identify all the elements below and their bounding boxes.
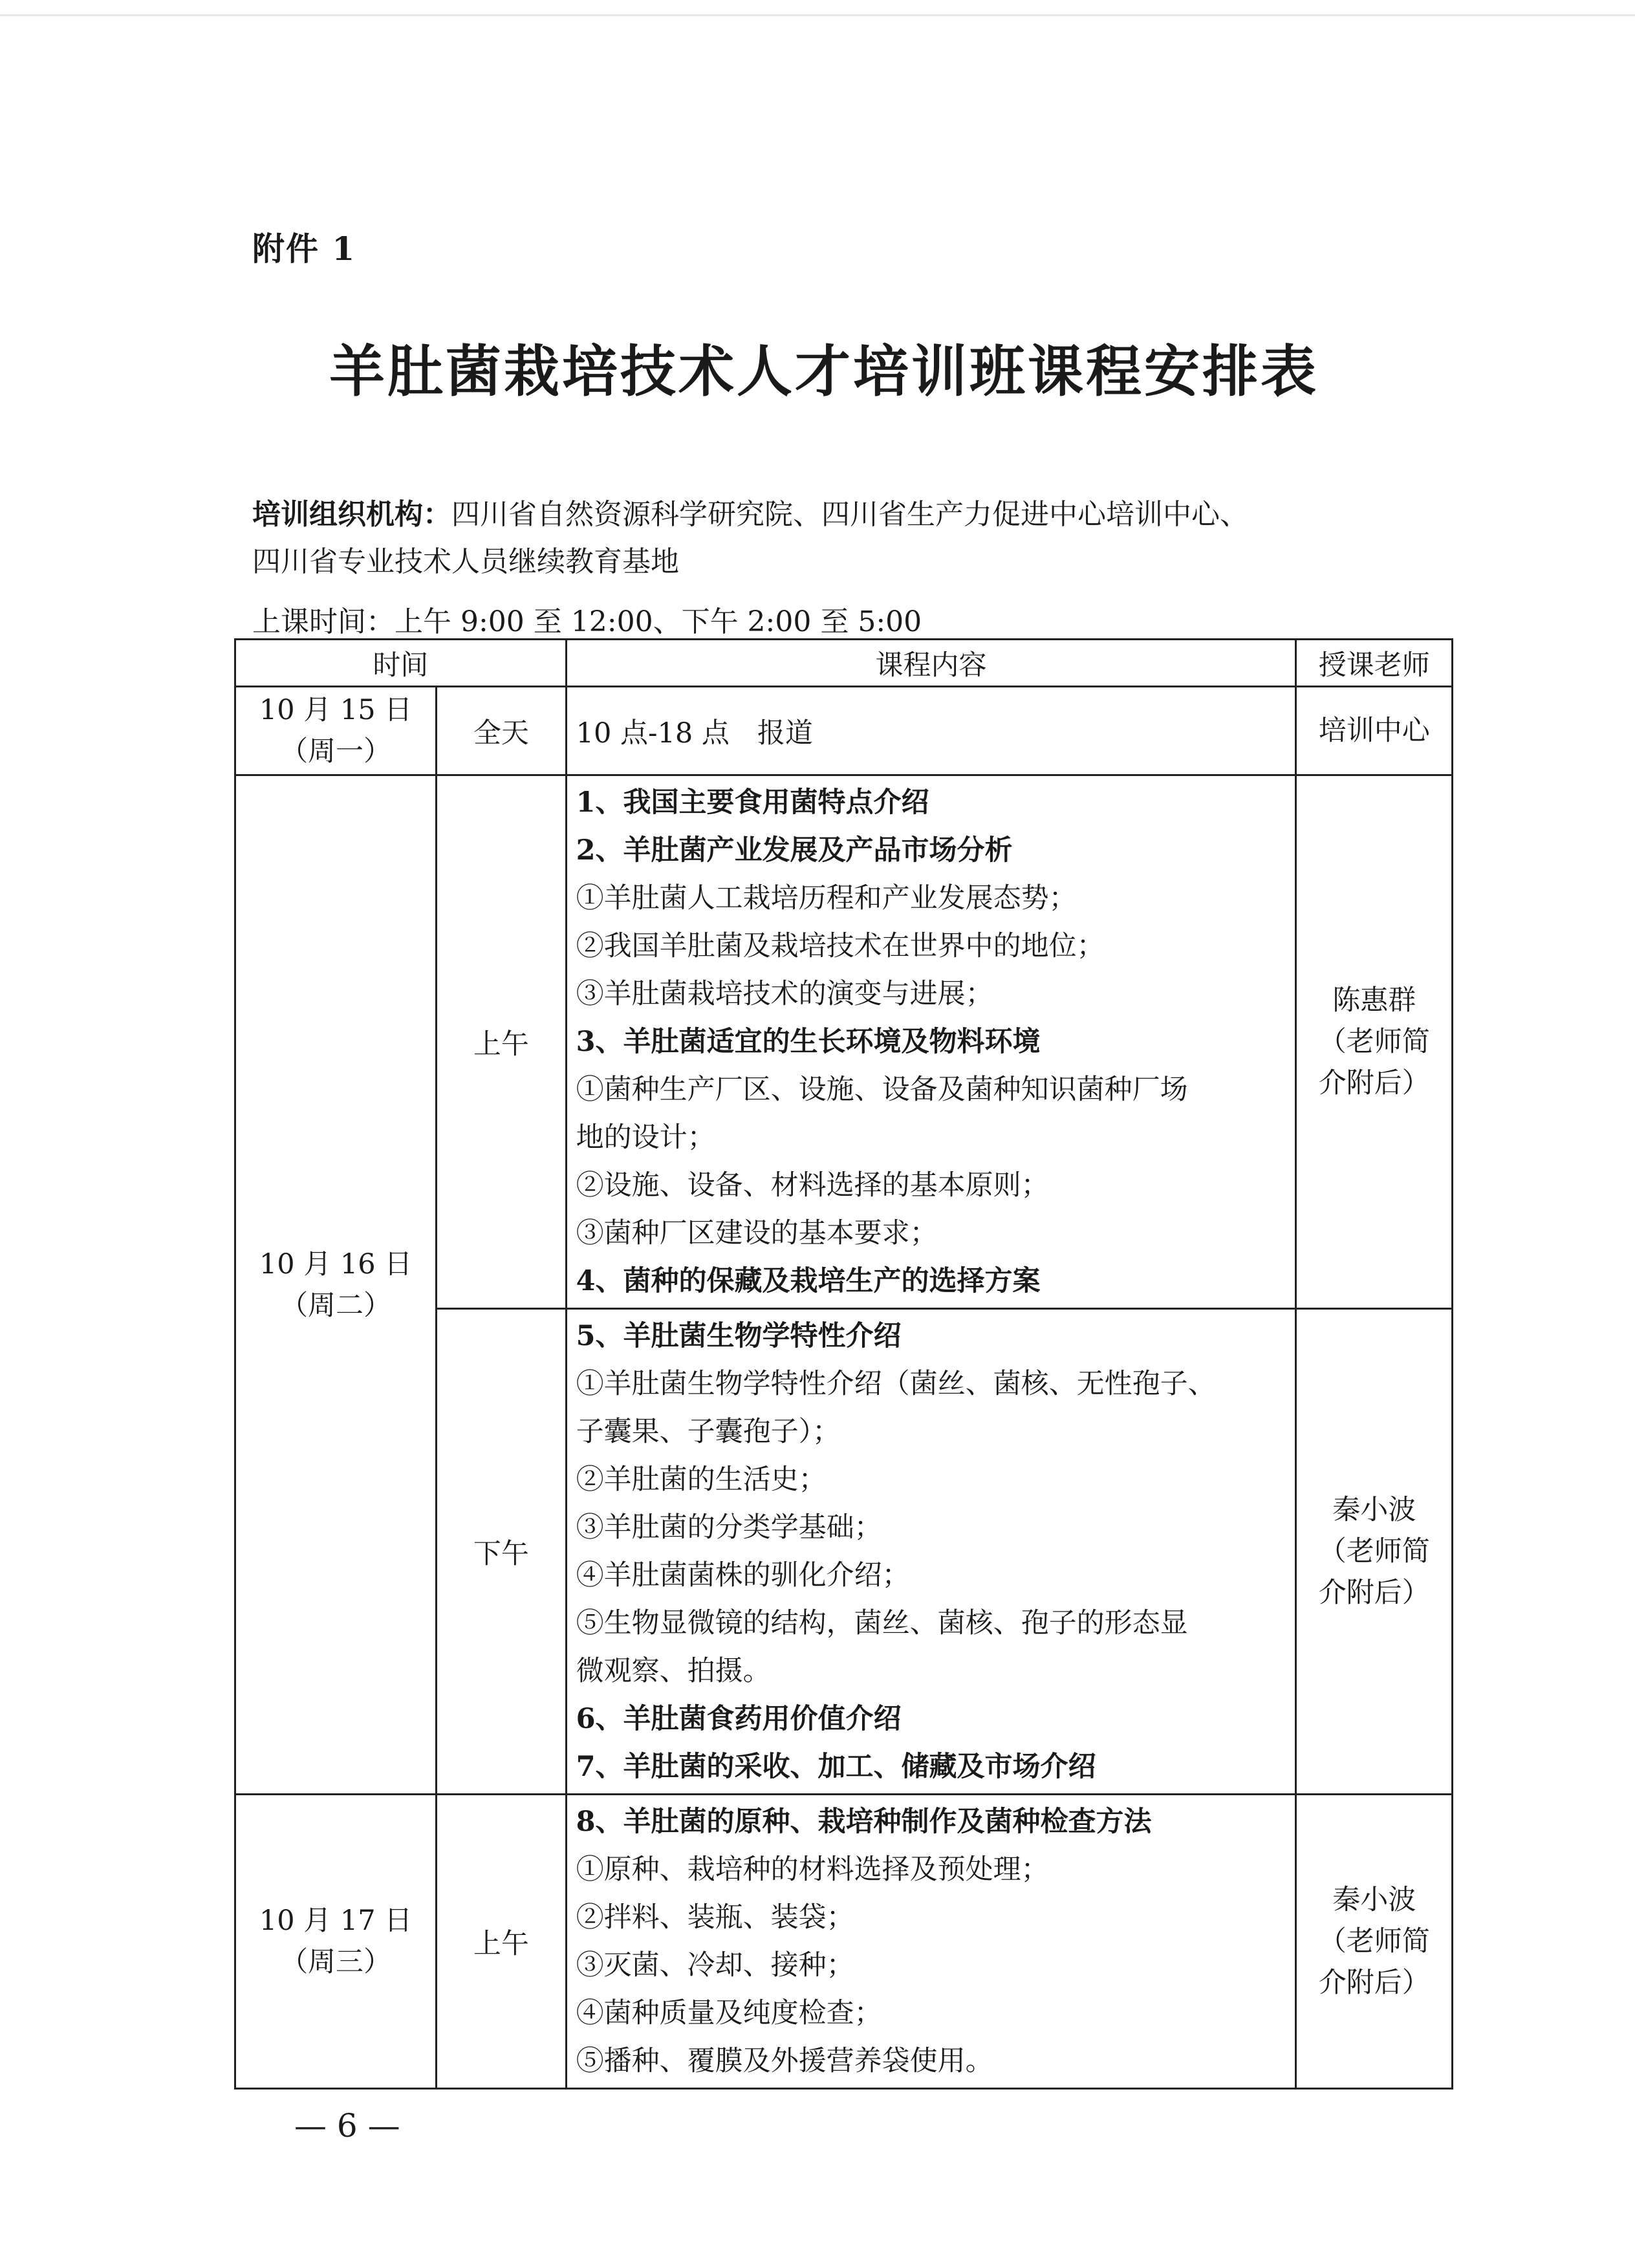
document-title: 羊肚菌栽培技术人才培训班课程安排表 <box>329 339 1319 404</box>
content-line: ①羊肚菌生物学特性介绍（菌丝、菌核、无性孢子、 <box>576 1368 1216 1400</box>
teacher-day2-am <box>1296 775 1453 1309</box>
content-line: ⑤生物显微镜的结构，菌丝、菌核、孢子的形态显 <box>576 1607 1188 1639</box>
content-line: ①菌种生产厂区、设施、设备及菌种知识菌种厂场 <box>576 1074 1188 1106</box>
date-cell-day3 <box>235 1795 437 2089</box>
organizer-text-2: 四川省专业技术人员继续教育基地 <box>252 545 679 578</box>
table-header-row <box>235 640 1453 687</box>
content-line: ③灭菌、冷却、接种； <box>576 1949 854 1982</box>
content-day3-am <box>566 1795 1296 2089</box>
content-line: 子囊果、子囊孢子）； <box>576 1416 841 1448</box>
header-teacher: 授课老师 <box>1296 640 1453 687</box>
table-row-day1 <box>235 687 1453 775</box>
content-line: 6、羊肚菌食药用价值介绍 <box>576 1703 902 1735</box>
schedule-table <box>234 638 1453 2090</box>
content-line: 微观察、拍摄。 <box>576 1655 771 1687</box>
date-cell-day1 <box>235 687 437 775</box>
organizer-text-1: 四川省自然资源科学研究院、四川省生产力促进中心培训中心、 <box>451 498 1248 531</box>
content-line: ②设施、设备、材料选择的基本原则； <box>576 1169 1049 1202</box>
table-row-day2-am <box>235 775 1453 1309</box>
content-line: ②拌料、装瓶、装袋； <box>576 1901 854 1934</box>
teacher-note: （老师简 <box>1318 1925 1430 1958</box>
teacher-name: 陈惠群 <box>1332 984 1416 1017</box>
period-day2-pm: 下午 <box>437 1309 566 1795</box>
content-line: ③羊肚菌的分类学基础； <box>576 1511 882 1544</box>
teacher-note: （老师简 <box>1318 1026 1430 1058</box>
content-line: 3、羊肚菌适宜的生长环境及物料环境 <box>576 1026 1041 1058</box>
teacher-day1: 培训中心 <box>1296 687 1453 775</box>
period-day1: 全天 <box>437 687 566 775</box>
period-day2-am: 上午 <box>437 775 566 1309</box>
weekday-day2: （周二） <box>280 1289 392 1322</box>
scan-top-edge <box>0 14 1635 16</box>
content-line: 4、菌种的保藏及栽培生产的选择方案 <box>576 1265 1041 1297</box>
content-line: ④羊肚菌菌株的驯化介绍； <box>576 1559 910 1592</box>
content-day1: 10 点-18 点 报道 <box>566 687 1296 775</box>
content-line: 8、羊肚菌的原种、栽培种制作及菌种检查方法 <box>576 1806 1152 1838</box>
content-day2-am <box>566 775 1296 1309</box>
organizer-line-1 <box>252 491 1481 538</box>
date-day2: 10 月 16 日 <box>259 1247 413 1280</box>
teacher-name: 秦小波 <box>1332 1494 1416 1526</box>
content-line: ①原种、栽培种的材料选择及预处理； <box>576 1853 1049 1886</box>
page-number: — 6 — <box>294 2107 400 2144</box>
content-line: 7、羊肚菌的采收、加工、储藏及市场介绍 <box>576 1751 1096 1783</box>
teacher-name: 秦小波 <box>1332 1884 1416 1916</box>
period-day3-am: 上午 <box>437 1795 566 2089</box>
content-line: ①羊肚菌人工栽培历程和产业发展态势； <box>576 882 1077 914</box>
teacher-day3-am <box>1296 1795 1453 2089</box>
header-content: 课程内容 <box>566 640 1296 687</box>
content-line: ⑤播种、覆膜及外援营养袋使用。 <box>576 2045 993 2077</box>
date-day1: 10 月 15 日 <box>259 694 413 726</box>
content-line: 5、羊肚菌生物学特性介绍 <box>576 1320 902 1352</box>
date-cell-day2 <box>235 775 437 1795</box>
class-time: 上课时间：上午 9:00 至 12:00、下午 2:00 至 5:00 <box>252 605 922 638</box>
teacher-day2-pm <box>1296 1309 1453 1795</box>
teacher-note: 介附后） <box>1318 1067 1430 1099</box>
teacher-note: 介附后） <box>1318 1577 1430 1609</box>
content-line: ③菌种厂区建设的基本要求； <box>576 1217 938 1249</box>
organizer-label: 培训组织机构： <box>252 498 451 531</box>
teacher-note: （老师简 <box>1318 1535 1430 1568</box>
content-line: 2、羊肚菌产业发展及产品市场分析 <box>576 834 1013 867</box>
table-row-day3-am <box>235 1795 1453 2089</box>
content-line: ②我国羊肚菌及栽培技术在世界中的地位； <box>576 930 1105 962</box>
header-time: 时间 <box>235 640 567 687</box>
content-line: 地的设计； <box>576 1121 715 1154</box>
content-line: ④菌种质量及纯度检查； <box>576 1997 882 2029</box>
date-day3: 10 月 17 日 <box>259 1905 413 1937</box>
content-day2-pm <box>566 1309 1296 1795</box>
attachment-label: 附件 1 <box>252 230 356 268</box>
teacher-note: 介附后） <box>1318 1967 1430 1999</box>
weekday-day1: （周一） <box>280 735 392 768</box>
content-line: ②羊肚菌的生活史； <box>576 1463 827 1496</box>
content-line: 1、我国主要食用菌特点介绍 <box>576 786 929 819</box>
weekday-day3: （周三） <box>280 1946 392 1978</box>
content-line: ③羊肚菌栽培技术的演变与进展； <box>576 978 993 1010</box>
